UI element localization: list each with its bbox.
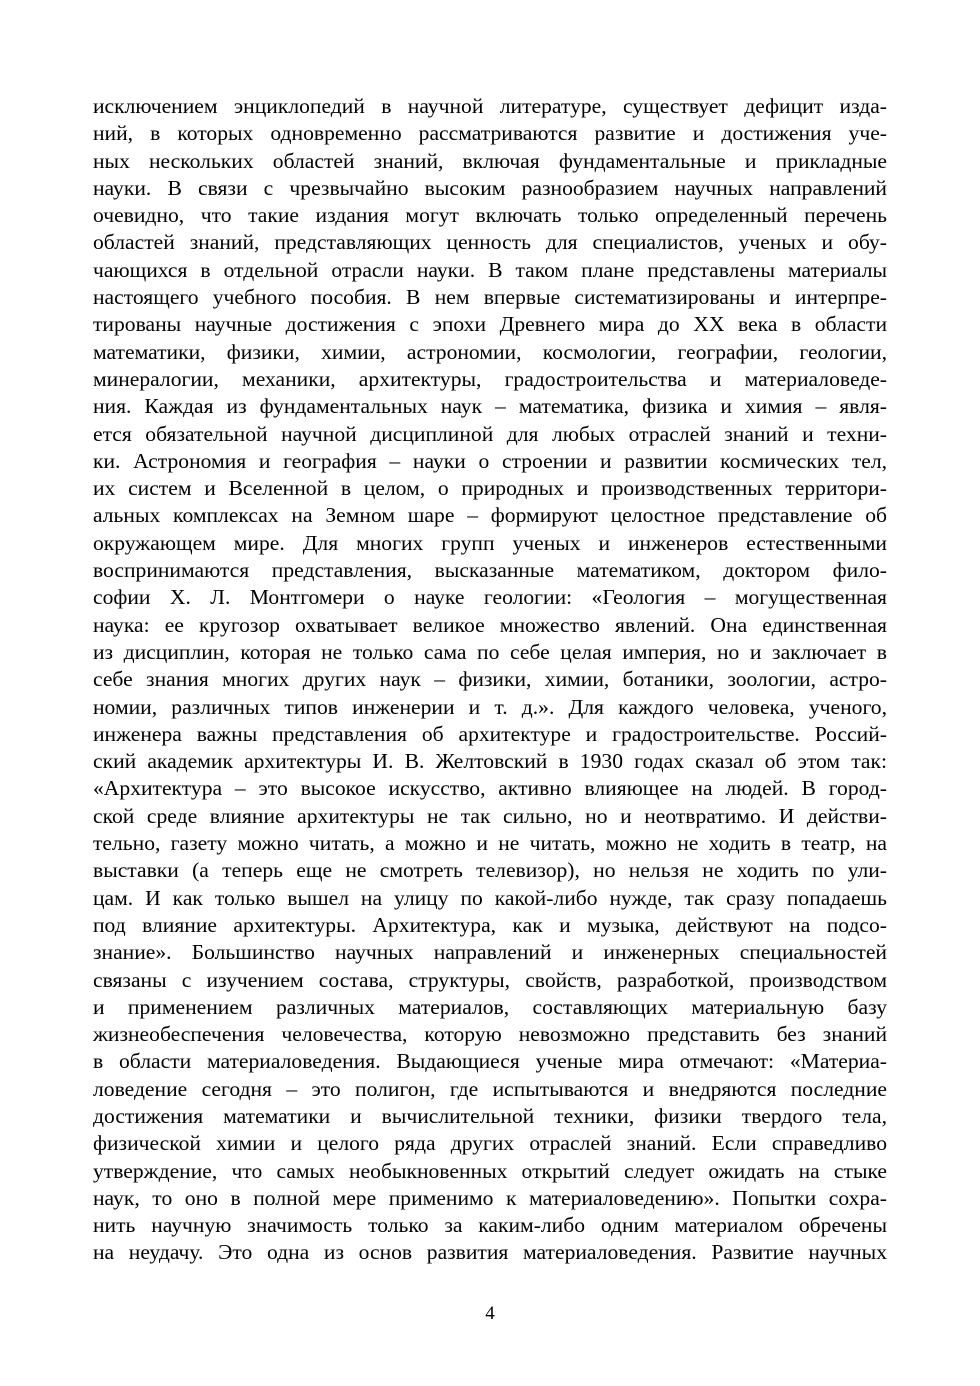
text-line: тельно, газету можно читать, а можно и не читать, можно не ходить в театр, на [93, 831, 887, 856]
text-line: жизнеобеспечения человечества, которую невозможно представить без знаний [93, 1022, 887, 1047]
body-paragraph [93, 93, 887, 1267]
text-line: достижения математики и вычислительной техники, физики твердого тела, [93, 1103, 887, 1128]
text-line: ется обязательной научной дисциплиной для любых отраслей знаний и техни- [93, 421, 887, 446]
text-line: очевидно, что такие издания могут включать только определенный перечень [93, 203, 887, 228]
text-line: наука: ее кругозор охватывает великое множество явлений. Она единственная [93, 612, 887, 637]
text-line: в области материаловедения. Выдающиеся ученые мира отмечают: «Материа- [93, 1049, 887, 1074]
text-line: номии, различных типов инженерии и т. д.». Для каждого человека, ученого, [93, 694, 887, 719]
text-line: из дисциплин, которая не только сама по себе целая империя, но и заключает в [93, 639, 887, 664]
text-line: настоящего учебного пособия. В нем впервые систематизированы и интерпре- [93, 285, 887, 310]
text-line: ский академик архитектуры И. В. Желтовский в 1930 годах сказал об этом так: [93, 749, 887, 774]
text-line: ловедение сегодня – это полигон, где испытываются и внедряются последние [93, 1076, 887, 1101]
text-line: нить научную значимость только за каким-либо одним материалом обречены [93, 1213, 887, 1238]
text-line: окружающем мире. Для многих групп ученых и инженеров естественными [93, 530, 887, 555]
text-line: знание». Большинство научных направлений и инженерных специальностей [93, 940, 887, 965]
text-line: их систем и Вселенной в целом, о природных и производственных территори- [93, 476, 887, 501]
text-line: чающихся в отдельной отрасли науки. В таком плане представлены материалы [93, 257, 887, 282]
text-line: тированы научные достижения с эпохи Древнего мира до XX века в области [93, 312, 887, 337]
text-line: науки. В связи с чрезвычайно высоким разнообразием научных направлений [93, 175, 887, 200]
text-line: инженера важны представления об архитектуре и градостроительстве. Россий- [93, 721, 887, 746]
text-line: на неудачу. Это одна из основ развития материаловедения. Развитие научных [93, 1240, 887, 1265]
text-line: и применением различных материалов, составляющих материальную базу [93, 994, 887, 1019]
text-line: выставки (а теперь еще не смотреть телевизор), но нельзя не ходить по ули- [93, 858, 887, 883]
text-line: альных комплексах на Земном шаре – формируют целостное представление об [93, 503, 887, 528]
text-line: наук, то оно в полной мере применимо к материаловедению». Попытки сохра- [93, 1185, 887, 1210]
text-line: ных нескольких областей знаний, включая фундаментальные и прикладные [93, 148, 887, 173]
text-line: «Архитектура – это высокое искусство, активно влияющее на людей. В город- [93, 776, 887, 801]
text-line: воспринимаются представления, высказанные математиком, доктором фило- [93, 558, 887, 583]
text-line: минералогии, механики, архитектуры, градостроительства и материаловеде- [93, 366, 887, 391]
text-line: связаны с изучением состава, структуры, свойств, разработкой, производством [93, 967, 887, 992]
text-line: исключением энциклопедий в научной литературе, существует дефицит изда- [93, 94, 887, 118]
text-line: ний, в которых одновременно рассматриваются развитие и достижения уче- [93, 121, 887, 146]
text-line: под влияние архитектуры. Архитектура, как и музыка, действуют на подсо- [93, 912, 887, 937]
text-line: цам. И как только вышел на улицу по какой-либо нужде, так сразу попадаешь [93, 885, 887, 910]
text-line: себе знания многих других наук – физики, химии, ботаники, зоологии, астро- [93, 667, 887, 692]
text-line: ния. Каждая из фундаментальных наук – математика, физика и химия – явля- [93, 394, 887, 419]
text-line: областей знаний, представляющих ценность для специалистов, ученых и обу- [93, 230, 887, 255]
text-line: математики, физики, химии, астрономии, космологии, географии, геологии, [93, 339, 887, 364]
text-line: софии Х. Л. Монтгомери о науке геологии: «Геология – могущественная [93, 585, 887, 610]
text-line: физической химии и целого ряда других отраслей знаний. Если справедливо [93, 1131, 887, 1156]
page-number: 4 [485, 1303, 495, 1324]
text-line: ской среде влияние архитектуры не так сильно, но и неотвратимо. И действи- [93, 803, 887, 828]
text-line: ки. Астрономия и география – науки о строении и развитии космических тел, [93, 448, 887, 473]
text-line: утверждение, что самых необыкновенных открытий следует ожидать на стыке [93, 1158, 887, 1183]
